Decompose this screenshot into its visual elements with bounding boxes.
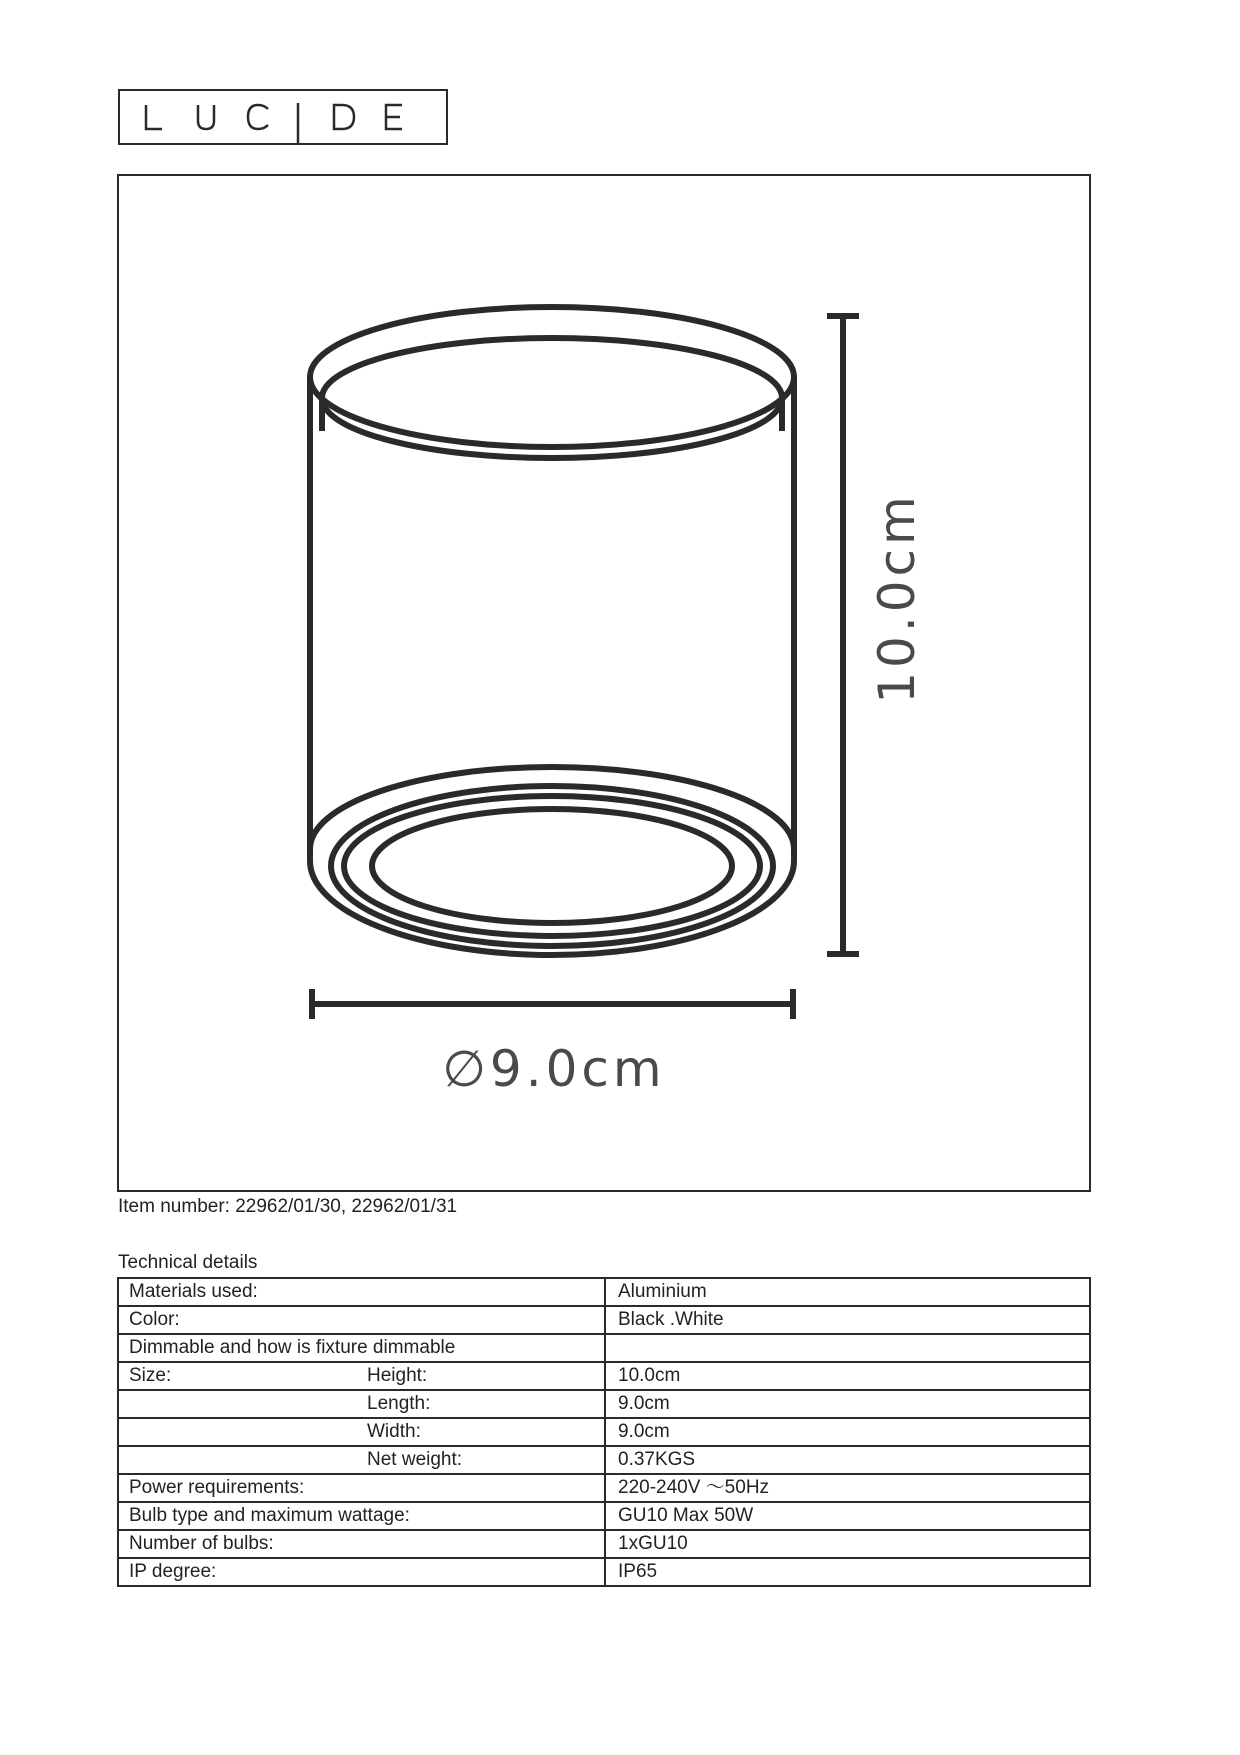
spec-value: Aluminium: [605, 1278, 1090, 1306]
spec-value: 0.37KGS: [605, 1446, 1090, 1474]
height-label: 10.0cm: [868, 492, 926, 704]
table-row: [118, 1306, 1090, 1334]
spec-label-cell: [118, 1530, 605, 1558]
cylinder-top-inner: [322, 338, 782, 458]
spec-label-cell: [118, 1278, 605, 1306]
lucide-logo: [118, 89, 448, 145]
spec-label-cell: [118, 1362, 605, 1390]
spec-value: 220-240V ～50Hz: [605, 1474, 1090, 1502]
spec-value: IP65: [605, 1558, 1090, 1586]
spec-label-cell: [118, 1502, 605, 1530]
spec-label: Materials used:: [129, 1281, 258, 1302]
spec-label-cell: [118, 1390, 605, 1418]
table-row: [118, 1474, 1090, 1502]
table-row: [118, 1418, 1090, 1446]
spec-label: Power requirements:: [129, 1477, 305, 1498]
table-row: [118, 1362, 1090, 1390]
table-row: [118, 1390, 1090, 1418]
spec-label-cell: [118, 1418, 605, 1446]
technical-drawing: [117, 174, 1091, 1192]
bottom-ring-2: [344, 796, 760, 936]
cylinder-top-outer: [310, 307, 794, 447]
spec-label: Dimmable and how is fixture dimmable: [129, 1337, 456, 1358]
technical-details-table: [117, 1277, 1091, 1587]
spec-label: Bulb type and maximum wattage:: [129, 1505, 410, 1526]
table-row: [118, 1530, 1090, 1558]
spec-sublabel: Length:: [367, 1393, 431, 1414]
spec-value: [605, 1334, 1090, 1362]
spec-value: GU10 Max 50W: [605, 1502, 1090, 1530]
spec-label: IP degree:: [129, 1561, 217, 1582]
item-number: Item number: 22962/01/30, 22962/01/31: [118, 1196, 458, 1217]
spec-label-cell: [118, 1446, 605, 1474]
spec-label-cell: [118, 1558, 605, 1586]
table-row: [118, 1558, 1090, 1586]
spec-label: Size:: [129, 1365, 172, 1386]
spec-value: 1xGU10: [605, 1530, 1090, 1558]
spec-value: 10.0cm: [605, 1362, 1090, 1390]
fixture-illustration: [119, 176, 1093, 1194]
spec-label: Color:: [129, 1309, 180, 1330]
spec-label-cell: [118, 1474, 605, 1502]
spec-sublabel: Height:: [367, 1365, 428, 1386]
spec-value: 9.0cm: [605, 1390, 1090, 1418]
bottom-ring-3: [372, 809, 732, 923]
table-row: [118, 1502, 1090, 1530]
spec-value: Black .White: [605, 1306, 1090, 1334]
technical-details-title: Technical details: [118, 1252, 258, 1273]
spec-sublabel: Width:: [367, 1421, 421, 1442]
spec-sublabel: Net weight:: [367, 1449, 463, 1470]
spec-value: 9.0cm: [605, 1418, 1090, 1446]
table-row: [118, 1334, 1090, 1362]
spec-label: Number of bulbs:: [129, 1533, 274, 1554]
table-row: [118, 1446, 1090, 1474]
spec-label-cell: [118, 1334, 605, 1362]
diameter-label: ∅9.0cm: [442, 1040, 666, 1098]
spec-label-cell: [118, 1306, 605, 1334]
table-row: [118, 1278, 1090, 1306]
